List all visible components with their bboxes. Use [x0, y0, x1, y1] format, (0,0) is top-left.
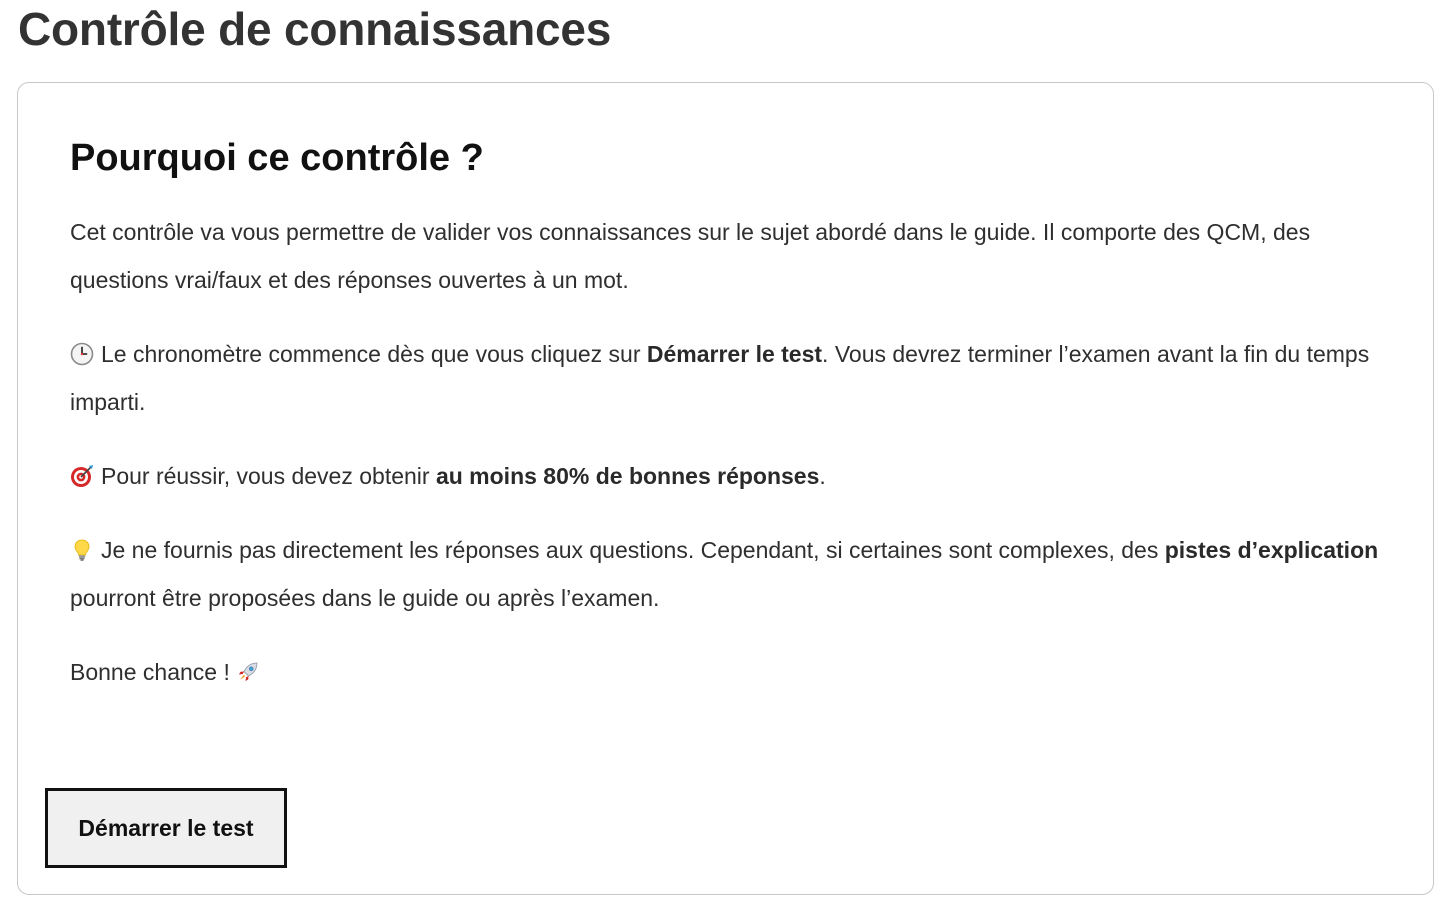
timer-paragraph [70, 330, 1390, 426]
card-heading: Pourquoi ce contrôle ? [70, 137, 484, 179]
hint-text-after: pourront être proposées dans le guide ou après l’examen. [70, 585, 660, 611]
timer-text-after: . Vous devrez terminer l’examen avant la fin du temps imparti. [70, 341, 1370, 415]
intro-paragraph: Cet contrôle va vous permettre de valider vos connaissances sur le sujet abordé dans le guide. Il comporte des QCM, des questions vrai/faux et des réponses ouvertes à un mot. [70, 219, 1311, 293]
goal-text-before: Pour réussir, vous devez obtenir [101, 463, 436, 489]
target-icon [70, 464, 94, 488]
hint-bold: pistes d’explication [1164, 537, 1379, 563]
rocket-icon [236, 660, 260, 684]
hint-paragraph [70, 526, 1390, 622]
clock-icon [70, 342, 94, 366]
start-test-button[interactable]: Démarrer le test [45, 788, 287, 868]
page-title: Contrôle de connaissances [18, 3, 612, 55]
timer-bold: Démarrer le test [646, 341, 823, 367]
closing-paragraph [70, 648, 1390, 696]
card-body [70, 208, 1390, 722]
hint-text-before: Je ne fournis pas directement les réponses aux questions. Cependant, si certaines sont complexes, des [101, 537, 1165, 563]
quiz-intro-card [17, 82, 1434, 895]
goal-paragraph [70, 452, 1390, 500]
goal-bold: au moins 80% de bonnes réponses [435, 463, 820, 489]
closing-text: Bonne chance ! [70, 659, 230, 685]
timer-text-before: Le chronomètre commence dès que vous cliquez sur [101, 341, 647, 367]
lightbulb-icon [70, 538, 94, 562]
goal-text-after: . [819, 463, 826, 489]
